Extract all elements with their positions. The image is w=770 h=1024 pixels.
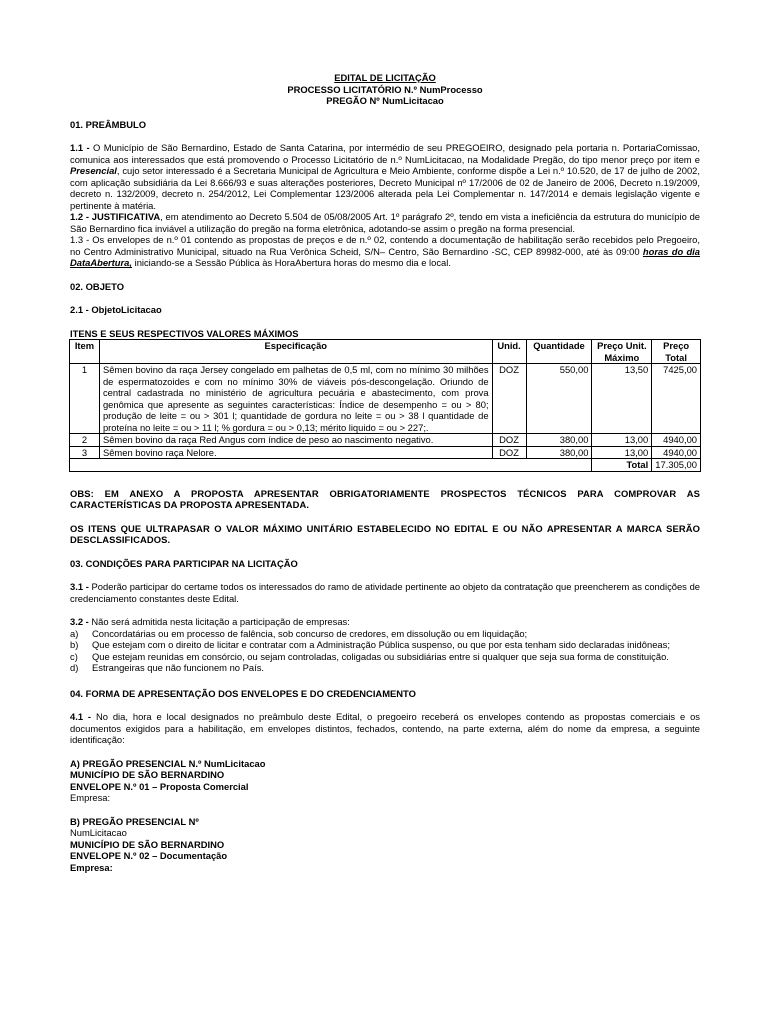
cell-price: 13,00 <box>592 434 652 447</box>
cell-spec: Sêmen bovino da raça Red Angus com índice de peso ao nascimento negativo. <box>99 434 492 447</box>
col-total <box>652 340 701 364</box>
col-price-l2: Máximo <box>604 351 640 363</box>
paragraph-1-3 <box>70 234 700 269</box>
cell-item: 1 <box>70 364 100 434</box>
paragraph-4-1 <box>70 711 700 746</box>
cell-qty: 380,00 <box>526 434 592 447</box>
cell-unid: DOZ <box>492 364 526 434</box>
text-4-1: No dia, hora e local designados no preâmbulo deste Edital, o pregoeiro receberá os envelopes contendo as propostas comerciais e os documentos exigidos para a habilitação, em envelopes distintos, fechados, contendo, na parte externa, além do nome da empresa, a seguinte identificação: <box>70 711 700 745</box>
text-1-1b: , cujo setor interessado é a Secretaria Municipal de Agricultura e Meio Ambiente, conforme dispõe a Lei n.º 10.520, de 17 de julho de 2002, com aplicação subsidiária da Lei 8.666/93 e suas alterações posteriores, Decreto Municipal nº 17/2006 de 02 de Janeiro de 2006, Decreto n.19/2009, decreto n. 132/2009, decreto n. 254/2012, Lei Complementar 123/2006 alterada pela Lei Complementar n. 147/2014 e demais legislação vigente e pertinente à matéria. <box>70 165 700 211</box>
label-1-1: 1.1 - <box>70 142 90 153</box>
list-text: Que estejam reunidas em consórcio, ou sejam controladas, coligadas ou subsidiárias entre si qualquer que seja sua forma de constituição. <box>92 650 669 662</box>
envelope-b-block <box>70 816 700 874</box>
table-header-row <box>70 340 701 364</box>
items-table <box>69 339 701 472</box>
col-price <box>592 340 652 364</box>
list-key: a) <box>70 627 79 639</box>
list-item <box>70 639 700 651</box>
total-row <box>70 459 701 472</box>
col-total-l1: Preço <box>663 340 690 351</box>
envelope-b-line4: ENVELOPE N.º 02 – Documentação <box>70 850 228 861</box>
list-item <box>70 651 700 663</box>
cell-unid: DOZ <box>492 446 526 459</box>
envelope-a-line1: A) PREGÃO PRESENCIAL N.º NumLicitacao <box>70 757 266 769</box>
label-1-2: 1.2 - JUSTIFICATIVA <box>70 211 161 222</box>
col-total-l2: Total <box>665 351 687 363</box>
text-1-3a: 1.3 - Os envelopes de n.º 01 contendo as propostas de preços e de n.º 02, contendo a documentação de habilitação serão recebidos pelo Pregoeiro, no Centro Administrativo Municipal, situado na Rua Verônica Scheid, S/N– Centro, São Bernardino -SC, CEP 89982-000, até às 09:00 <box>70 234 700 257</box>
text-3-2: Não será admitida nesta licitação a participação de empresas: <box>88 616 350 627</box>
label-3-2: 3.2 - <box>70 616 89 627</box>
list-key: d) <box>70 662 79 673</box>
table-row <box>70 364 701 434</box>
col-price-l1: Preço Unit. <box>597 340 647 351</box>
list-item <box>70 662 700 674</box>
processo-line: PROCESSO LICITATÓRIO N.º NumProcesso <box>287 83 483 95</box>
text-3-1: Poderão participar do certame todos os interessados do ramo de atividade pertinente ao objeto da contratação que preencherem as condições de credenciamento constantes deste Edital. <box>70 581 700 604</box>
edital-title: EDITAL DE LICITAÇÃO <box>334 72 436 83</box>
section-01-title: 01. PREÂMBULO <box>70 118 147 130</box>
text-1-1a: O Município de São Bernardino, Estado de Santa Catarina, por intermédio de seu PREGOEIRO, designado pela portaria n. PortariaComissao, comunica aos interessados que está promovendo o Processo Licitatório de n.º NumLicitacao, na Modalidade Pregão, do tipo menor preço por item e <box>70 142 700 165</box>
section-02-title: 02. OBJETO <box>70 280 125 292</box>
document-page <box>70 72 700 873</box>
paragraph-1-2 <box>70 211 700 234</box>
envelope-a-line2: MUNICÍPIO DE SÃO BERNARDINO <box>70 769 225 780</box>
total-value: 17.305,00 <box>652 459 701 472</box>
table-row <box>70 434 701 447</box>
envelope-a-block <box>70 758 700 804</box>
objeto-subtitle: 2.1 - ObjetoLicitacao <box>70 304 162 315</box>
list-item <box>70 628 700 640</box>
cell-spec: Sêmen bovino raça Nelore. <box>99 446 492 459</box>
total-label: Total <box>592 459 652 472</box>
document-header <box>70 72 700 107</box>
cell-total: 7425,00 <box>652 364 701 434</box>
cell-unid: DOZ <box>492 434 526 447</box>
list-key: b) <box>70 639 79 650</box>
envelope-a-line4: Empresa: <box>70 792 111 803</box>
section-04-title: 04. FORMA DE APRESENTAÇÃO DOS ENVELOPES E DO CREDENCIAMENTO <box>70 687 416 699</box>
section-03-title: 03. CONDIÇÕES PARA PARTICIPAR NA LICITAÇÃO <box>70 557 298 569</box>
list-text: Que estejam com o direito de licitar e contratar com a Administração Pública suspenso, ou que por esta tenham sido declaradas inidôneas; <box>92 639 670 650</box>
list-text: Estrangeiras que não funcionem no País. <box>92 662 264 673</box>
cell-total: 4940,00 <box>652 434 701 447</box>
list-key: c) <box>70 650 78 662</box>
cell-total: 4940,00 <box>652 446 701 459</box>
cell-price: 13,00 <box>592 446 652 459</box>
data-abertura-text: horas do dia DataAbertura, <box>70 245 700 268</box>
pregao-line: PREGÃO Nº NumLicitacao <box>326 95 444 106</box>
paragraph-1-1 <box>70 142 700 211</box>
envelope-a-line3: ENVELOPE N.º 01 – Proposta Comercial <box>70 780 249 792</box>
cell-qty: 550,00 <box>526 364 592 434</box>
col-spec: Especificação <box>99 340 492 364</box>
text-1-3b: iniciando-se a Sessão Pública às HoraAbertura horas do mesmo dia e local. <box>132 257 451 268</box>
paragraph-3-2 <box>70 616 700 628</box>
cell-item: 2 <box>70 434 100 447</box>
table-caption: ITENS E SEUS RESPECTIVOS VALORES MÁXIMOS <box>70 327 299 339</box>
label-4-1: 4.1 - <box>70 711 92 722</box>
col-unid: Unid. <box>492 340 526 364</box>
envelope-b-line3: MUNICÍPIO DE SÃO BERNARDINO <box>70 838 225 850</box>
cell-qty: 380,00 <box>526 446 592 459</box>
envelope-b-line1: B) PREGÃO PRESENCIAL Nº <box>70 815 199 827</box>
obs-prospectos: OBS: EM ANEXO A PROPOSTA APRESENTAR OBRIGATORIAMENTE PROSPECTOS TÉCNICOS PARA COMPROVAR AS CARACTERÍSTICAS DA PROPOSTA APRESENTADA. <box>70 487 700 510</box>
table-row <box>70 446 701 459</box>
obs-desclassificados: OS ITENS QUE ULTRAPASAR O VALOR MÁXIMO UNITÁRIO ESTABELECIDO NO EDITAL E OU NÃO APRESENTAR A MARCA SERÃO DESCLASSIFICADOS. <box>70 522 700 545</box>
col-qty: Quantidade <box>526 340 592 364</box>
cell-price: 13,50 <box>592 364 652 434</box>
cell-item: 3 <box>70 446 100 459</box>
list-text: Concordatárias ou em processo de falência, sob concurso de credores, em dissolução ou em liquidação; <box>92 627 528 639</box>
restrictions-list <box>70 628 700 674</box>
envelope-b-line2: NumLicitacao <box>70 827 127 838</box>
envelope-b-line5: Empresa: <box>70 861 113 873</box>
presencial-text: Presencial <box>70 165 117 176</box>
col-item: Item <box>70 340 100 364</box>
cell-spec: Sêmen bovino da raça Jersey congelado em palhetas de 0,5 ml, com no mínimo 30 milhões de espermatozoides e com no mínimo 30% de viáveis pós-descongelação. Oriundo de central cadastrada no ministério de agricultura pecuária e abastecimento, com prova genômica que apresente as seguintes características: Índice de desempenho = ou > 80; produção de leite = ou > 301 l; quantidade de gordura no leite = ou > 38 l quantidade de proteína no leite = ou > 11 l; % gordura = ou > 0,13; mérito liquido = ou > 227;. <box>99 364 492 434</box>
total-spacer <box>70 459 592 472</box>
label-3-1: 3.1 - <box>70 581 89 592</box>
paragraph-3-1 <box>70 581 700 604</box>
text-1-2: , em atendimento ao Decreto 5.504 de 05/08/2005 Art. 1º parágrafo 2º, tendo em vista a ineficiência da estrutura do município de São Bernardino fica inviável a utilização do pregão na forma eletrônica, adotando-se assim o pregão na forma presencial. <box>70 211 701 234</box>
